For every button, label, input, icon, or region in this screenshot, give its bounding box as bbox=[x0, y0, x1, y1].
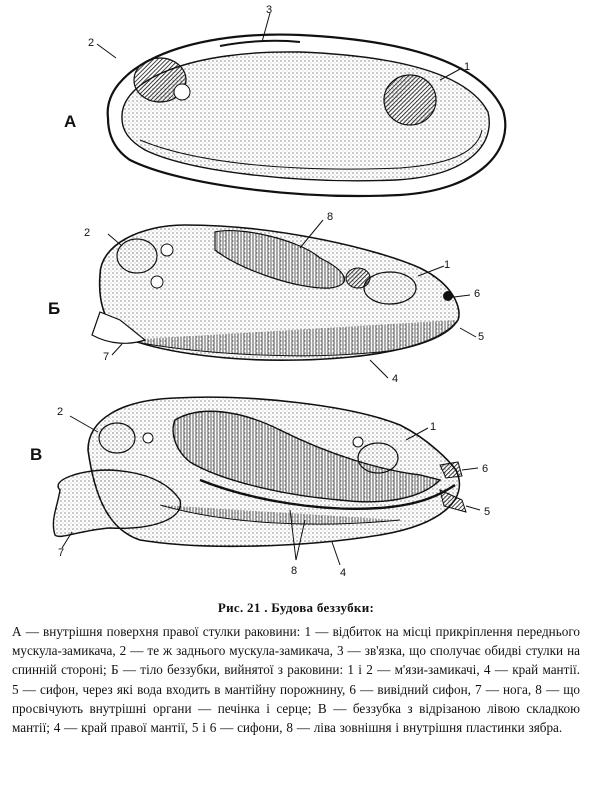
label-v-1: 1 bbox=[430, 421, 437, 433]
label-a-3: 3 bbox=[266, 4, 273, 16]
label-v-2: 2 bbox=[57, 406, 64, 418]
label-b-5: 5 bbox=[478, 331, 485, 343]
label-b-7: 7 bbox=[103, 351, 110, 363]
label-v-8: 8 bbox=[291, 565, 298, 577]
figure-caption-title: Рис. 21 . Будова беззубки: bbox=[217, 600, 375, 615]
label-a-2: 2 bbox=[88, 37, 95, 49]
label-v-6: 6 bbox=[482, 463, 489, 475]
label-b-1: 1 bbox=[444, 259, 451, 271]
label-b-4: 4 bbox=[392, 373, 399, 385]
label-v-5: 5 bbox=[484, 506, 491, 518]
label-b-2: 2 bbox=[84, 227, 91, 239]
label-b-8: 8 bbox=[327, 211, 334, 223]
figure-caption-text: А — внутрішня поверхня правої стулки раковини: 1 — відбиток на місці прикріплення переднього мускула-замикача, 2 — те ж заднього мускула-замикача, 3 — зв'язка, що сполучає обидві стулки на спинній стороні; Б — тіло беззубки, вийнятої з раковини: 1 і 2 — м'язи-замикачі, 4 — край мантії. 5 — сифон, через які вода входить в мантійну порожнину, 6 — вивідний сифон, 7 — нога, 8 — що просвічують внутрішні органи — печінка і серце; В — беззубка з відрізаною лівою складкою мантії; 4 — край правої мантії, 5 і 6 — сифони, 8 — ліва зовнішня і внутрішня пластинки зябра. bbox=[12, 624, 580, 736]
panel-label-a: А bbox=[64, 112, 77, 131]
panel-label-v: В bbox=[30, 445, 43, 464]
dissection-drawing-v bbox=[53, 397, 480, 565]
panel-label-b: Б bbox=[48, 299, 61, 318]
label-b-6: 6 bbox=[474, 288, 481, 300]
label-v-7: 7 bbox=[58, 547, 65, 559]
label-v-4: 4 bbox=[340, 567, 347, 579]
shell-drawing-a bbox=[97, 13, 505, 196]
body-drawing-b bbox=[92, 220, 476, 378]
label-a-1: 1 bbox=[464, 61, 471, 73]
